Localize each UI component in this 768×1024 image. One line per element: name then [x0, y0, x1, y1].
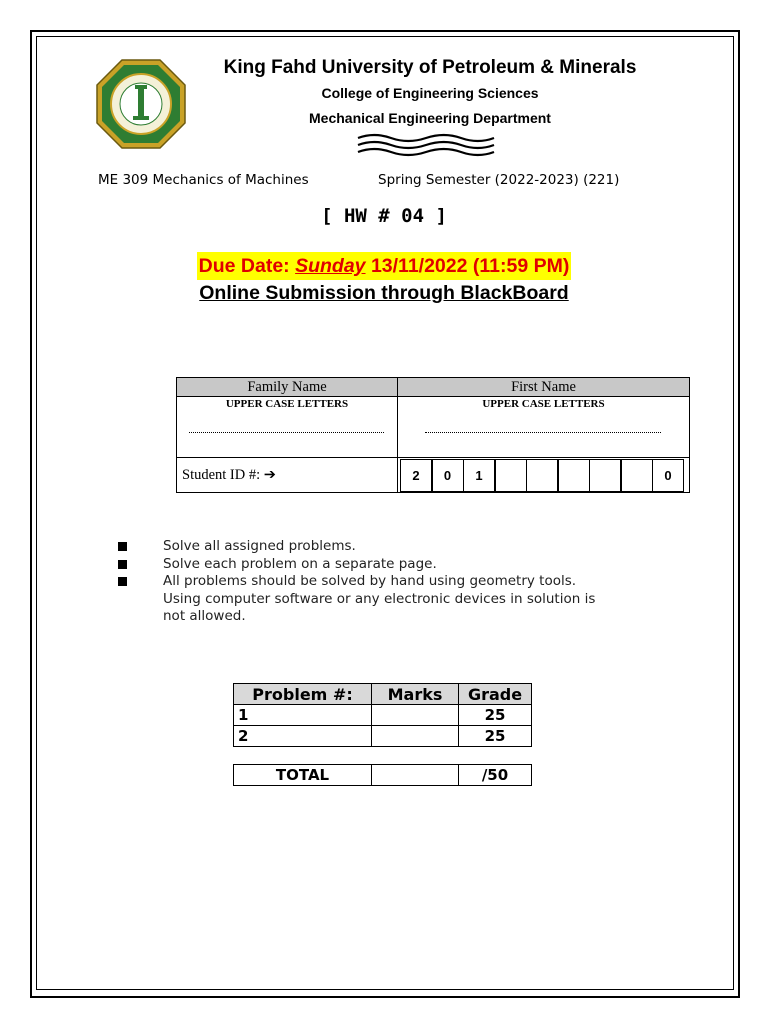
total-grade: /50	[459, 765, 532, 786]
instruction-continuation	[118, 608, 595, 626]
table-row	[234, 726, 532, 747]
grade-cell: 25	[459, 705, 532, 726]
family-name-header: Family Name	[176, 377, 398, 397]
due-date: 13/11/2022 (11:59 PM)	[365, 255, 570, 277]
marks-cell[interactable]	[372, 726, 459, 747]
total-marks[interactable]	[372, 765, 459, 786]
due-date-highlight	[197, 252, 572, 280]
instruction-continuation	[118, 591, 595, 609]
family-name-field[interactable]	[176, 396, 398, 458]
bullet-icon	[118, 560, 127, 569]
grade-table	[233, 683, 532, 747]
instruction-item	[118, 573, 595, 591]
student-id-label: Student ID #: ➔	[176, 457, 398, 493]
table-row	[234, 705, 532, 726]
hw-title: [ HW # 04 ]	[321, 205, 447, 227]
instruction-text: not allowed.	[163, 608, 246, 624]
header-grade: Grade	[459, 684, 532, 705]
submission-text: Online Submission through BlackBoard	[199, 282, 569, 304]
problem-number: 2	[234, 726, 372, 747]
total-row	[234, 765, 532, 786]
instruction-text: Solve all assigned problems.	[163, 538, 356, 554]
student-id-digit[interactable]: 0	[652, 459, 684, 492]
problem-number: 1	[234, 705, 372, 726]
student-id-digit[interactable]	[526, 459, 558, 492]
bullet-icon	[118, 577, 127, 586]
due-date-line	[0, 252, 768, 280]
grade-table-header	[234, 684, 532, 705]
student-id-digit[interactable]	[495, 459, 527, 492]
instruction-text: Solve each problem on a separate page.	[163, 555, 437, 572]
instruction-text: Using computer software or any electronic devices in solution is	[163, 590, 596, 607]
first-name-header: First Name	[397, 377, 690, 397]
instruction-text: All problems should be solved by hand using geometry tools.	[163, 573, 577, 589]
family-name-note: UPPER CASE LETTERS	[225, 398, 349, 410]
student-id-digit[interactable]	[621, 459, 653, 492]
instruction-item	[118, 556, 595, 574]
student-id-digit[interactable]	[558, 459, 590, 492]
instructions-list	[118, 538, 595, 626]
first-name-field[interactable]	[397, 396, 690, 458]
university-name: King Fahd University of Petroleum & Minerals	[223, 57, 637, 78]
university-logo-icon	[95, 58, 187, 150]
header-marks: Marks	[372, 684, 459, 705]
total-table	[233, 764, 532, 786]
submission-note	[0, 282, 768, 305]
course-name: ME 309 Mechanics of Machines	[98, 172, 309, 188]
course-line	[98, 172, 678, 188]
semester: Spring Semester (2022-2023) (221)	[378, 172, 620, 188]
grade-cell: 25	[459, 726, 532, 747]
family-name-line	[189, 432, 384, 433]
college-name: College of Engineering Sciences	[321, 85, 539, 101]
due-day: Sunday	[295, 255, 366, 277]
total-label: TOTAL	[234, 765, 372, 786]
student-id-digit[interactable]: 1	[463, 459, 495, 492]
instruction-item	[118, 538, 595, 556]
first-name-note: UPPER CASE LETTERS	[482, 398, 605, 410]
student-id-digit[interactable]	[589, 459, 621, 492]
first-name-line	[425, 432, 661, 433]
header-problem: Problem #:	[234, 684, 372, 705]
bullet-icon	[118, 542, 127, 551]
due-label: Due Date:	[198, 255, 296, 277]
student-id-digit[interactable]: 2	[400, 459, 432, 492]
decorative-waves-icon	[356, 132, 496, 158]
marks-cell[interactable]	[372, 705, 459, 726]
student-id-digit[interactable]: 0	[432, 459, 464, 492]
department-name: Mechanical Engineering Department	[309, 110, 551, 126]
